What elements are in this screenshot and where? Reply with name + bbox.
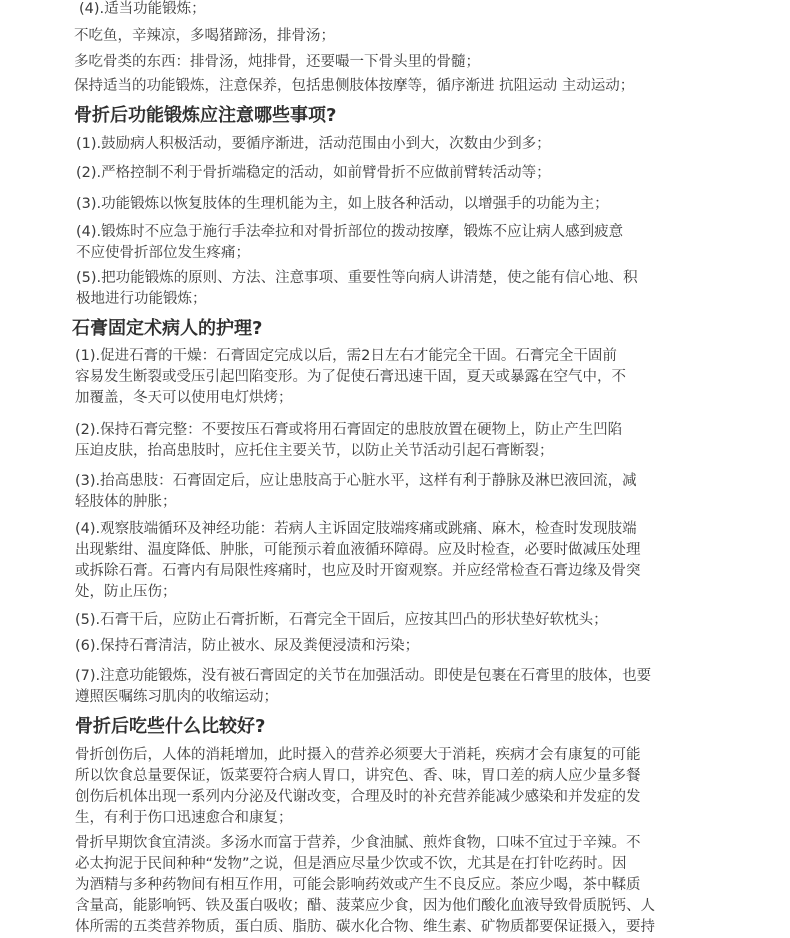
cast-item-6: (6).保持石膏清洁，防止被水、尿及粪便浸渍和污染； (75, 638, 420, 654)
cast-item-1-line-1: (1).促进石膏的干燥：石膏固定完成以后，需2日左右才能完全干固。石膏完全干固前 (75, 348, 617, 364)
rehab-item-4-line-2: 不应使骨折部位发生疼痛； (76, 245, 250, 261)
rehab-item-5-line-2: 极地进行功能锻炼； (76, 291, 207, 307)
section-heading-rehab: 骨折后功能锻炼应注意哪些事项? (74, 105, 337, 126)
diet-para-2-line-4: 含量高，能影响钙、铁及蛋白吸收；醋、菠菜应少食，因为他们酸化血液导致骨质脱钙、人 (75, 898, 655, 914)
diet-para-1-line-3: 创伤后机体出现一系列内分泌及代谢改变，合理及时的补充营养能减少感染和并发症的发 (75, 789, 641, 805)
cast-item-4-line-2: 出现紫绀、温度降低、肿胀，可能预示着血液循环障碍。应及时检查，必要时做减压处理 (75, 542, 641, 558)
diet-para-2-line-1: 骨折早期饮食宜清淡。多汤水而富于营养，少食油腻、煎炸食物，口味不宜过于辛辣。不 (75, 835, 641, 851)
intro-line-1: (4).适当功能锻炼； (79, 1, 206, 17)
cast-item-2-line-1: (2).保持石膏完整：不要按压石膏或将用石膏固定的患肢放置在硬物上，防止产生凹陷 (75, 422, 623, 438)
diet-para-2-line-3: 为酒精与多种药物间有相互作用，可能会影响药效或产生不良反应。茶应少喝，茶中鞣质 (75, 877, 641, 893)
cast-item-3-line-1: (3).抬高患肢：石膏固定后，应让患肢高于心脏水平，这样有利于静脉及淋巴液回流，减 (75, 473, 637, 489)
diet-para-1-line-2: 所以饮食总量要保证，饭菜要符合病人胃口，讲究色、香、味，胃口差的病人应少量多餐 (75, 768, 641, 784)
intro-line-2: 不吃鱼，辛辣凉，多喝猪蹄汤，排骨汤； (74, 28, 335, 44)
diet-para-1-line-4: 生，有利于伤口迅速愈合和康复； (75, 810, 293, 826)
cast-item-4-line-1: (4).观察肢端循环及神经功能：若病人主诉固定肢端疼痛或跳痛、麻木，检查时发现肢端 (75, 521, 637, 537)
section-heading-cast-care: 石膏固定术病人的护理? (72, 318, 263, 339)
rehab-item-2: (2).严格控制不利于骨折端稳定的活动，如前臂骨折不应做前臂转活动等； (76, 165, 551, 181)
intro-line-3: 多吃骨类的东西：排骨汤，炖排骨，还要嘬一下骨头里的骨髓； (74, 54, 480, 70)
section-heading-diet: 骨折后吃些什么比较好? (75, 716, 266, 737)
cast-item-3-line-2: 轻肢体的肿胀； (75, 494, 177, 510)
cast-item-4-line-4: 处，防止压伤； (75, 584, 177, 600)
cast-item-2-line-2: 压迫皮肤，抬高患肢时，应托住主要关节，以防止关节活动引起石膏断裂； (75, 443, 554, 459)
rehab-item-5-line-1: (5).把功能锻炼的原则、方法、注意事项、重要性等向病人讲清楚，使之能有信心地、积 (76, 270, 638, 286)
diet-para-1-line-1: 骨折创伤后，人体的消耗增加，此时摄入的营养必须要大于消耗，疾病才会有康复的可能 (75, 747, 641, 763)
diet-para-2-line-2: 必太拘泥于民间种种“发物”之说，但是酒应尽量少饮或不饮，尤其是在打针吃药时。因 (75, 856, 627, 872)
diet-para-2-line-5: 体所需的五类营养物质，蛋白质、脂肪、碳水化合物、维生素、矿物质都要保证摄入，要持 (75, 919, 655, 935)
cast-item-1-line-3: 加覆盖，冬天可以使用电灯烘烤； (75, 390, 293, 406)
rehab-item-4-line-1: (4).锻炼时不应急于施行手法牵拉和对骨折部位的拨动按摩，锻炼不应让病人感到疲意 (76, 224, 624, 240)
cast-item-7-line-1: (7).注意功能锻炼，没有被石膏固定的关节在加强活动。即使是包裹在石膏里的肢体，也要 (75, 668, 652, 684)
cast-item-1-line-2: 容易发生断裂或受压引起凹陷变形。为了促使石膏迅速干固，夏天或暴露在空气中，不 (75, 369, 626, 385)
rehab-item-3: (3).功能锻炼以恢复肢体的生理机能为主，如上肢各种活动，以增强手的功能为主； (76, 196, 609, 212)
cast-item-4-line-3: 或拆除石膏。石膏内有局限性疼痛时，也应及时开窗观察。并应经常检查石膏边缘及骨突 (75, 563, 641, 579)
cast-item-7-line-2: 遵照医嘱练习肌肉的收缩运动； (75, 689, 278, 705)
intro-line-4: 保持适当的功能锻炼，注意保养，包括患侧肢体按摩等，循序渐进 抗阻运动 主动运动； (74, 78, 635, 94)
cast-item-5: (5).石膏干后，应防止石膏折断，石膏完全干固后，应按其凹凸的形状垫好软枕头； (75, 612, 608, 628)
rehab-item-1: (1).鼓励病人积极活动，要循序渐进，活动范围由小到大，次数由少到多； (76, 136, 551, 152)
